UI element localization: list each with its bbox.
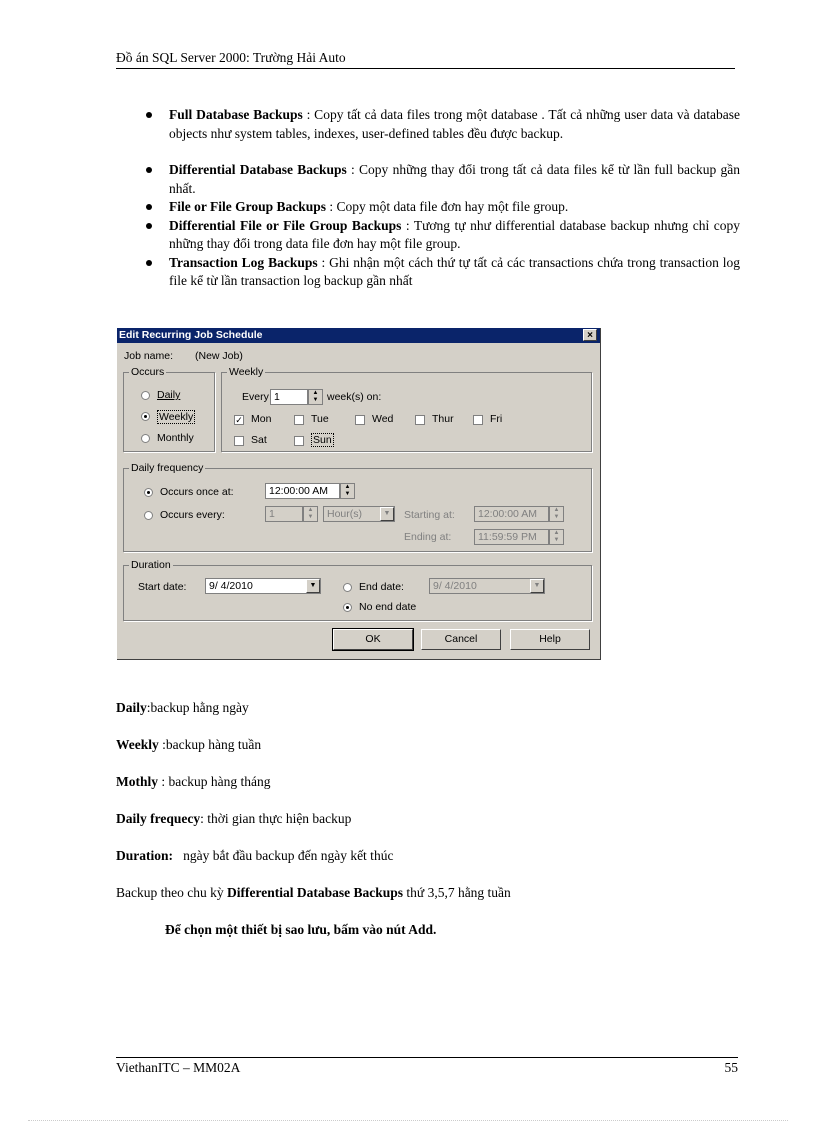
para-weekly [116,736,261,754]
cycle-before: Backup theo chu kỳ [116,885,227,900]
thur-label: Thur [432,413,454,425]
bullet-text: : Copy một data file đơn hay một file group. [326,199,569,214]
para-cycle [116,884,511,902]
daily-radio[interactable] [141,391,150,400]
ending-at-spinner[interactable]: ▲ ▼ [549,529,564,545]
ending-at-label: Ending at: [404,531,452,543]
interval-unit-select[interactable]: Hour(s) [323,506,395,522]
para-term: Daily frequecy [116,811,201,826]
weekly-label[interactable]: Weekly [159,411,194,423]
bullet-term: Differential Database Backups [169,162,347,177]
para-term: Mothly [116,774,158,789]
wed-checkbox[interactable] [355,415,365,425]
help-button[interactable]: Help [510,629,590,650]
end-date-label[interactable]: End date: [359,581,404,593]
fri-label: Fri [490,413,503,425]
fri-checkbox[interactable] [473,415,483,425]
sun-label: Sun [313,434,332,446]
list-item [146,217,740,254]
starting-at-label: Starting at: [404,509,455,521]
para-monthly [116,773,270,791]
every-weeks-input[interactable]: 1 [270,389,308,405]
every-label: Every [242,391,269,403]
occurs-every-input[interactable]: 1 [265,506,303,522]
para-term: Duration: [116,848,173,863]
bottom-divider [28,1120,788,1121]
chevron-down-icon[interactable]: ▼ [380,507,394,521]
occurs-once-label[interactable]: Occurs once at: [160,486,234,498]
para-duration [116,847,393,865]
monthly-radio[interactable] [141,434,150,443]
tue-checkbox[interactable] [294,415,304,425]
para-text: :backup hằng ngày [146,700,249,715]
bullet-term: File or File Group Backups [169,199,327,214]
para-text: ngày bắt đầu backup đến ngày kết thúc [173,848,394,863]
thur-checkbox[interactable] [415,415,425,425]
backup-types-list [146,106,740,291]
occurs-once-radio[interactable] [144,488,153,497]
para-text: :backup hàng tuần [158,737,262,752]
wed-label: Wed [372,413,394,425]
ending-at-time[interactable]: 11:59:59 PM [474,529,549,545]
starting-at-spinner[interactable]: ▲ ▼ [549,506,564,522]
job-name-label: Job name: [124,350,174,362]
page-header [116,49,735,69]
occurs-every-spinner[interactable]: ▲ ▼ [303,506,318,522]
weeks-on-label: week(s) on: [327,391,382,403]
chevron-down-icon[interactable]: ▼ [306,579,320,593]
sat-label: Sat [251,434,267,446]
bullet-term: Full Database Backups [169,107,303,122]
dialog-titlebar [117,328,600,343]
cancel-button[interactable]: Cancel [421,629,501,650]
add-device-note: Để chọn một thiết bị sao lưu, bấm vào nút Add. [165,922,437,937]
occurs-label: Occurs [131,366,165,378]
header-title: Đồ án SQL Server 2000: Trường Hải Auto [116,50,346,65]
daily-label[interactable]: Daily [157,389,181,401]
duration-label: Duration [131,559,171,571]
mon-checkbox[interactable]: ✓ [235,415,243,425]
para-text: : thời gian thực hiện backup [200,811,352,826]
para-text: : backup hàng tháng [158,774,271,789]
list-item [146,198,740,217]
weekly-group [221,366,592,452]
start-date-label: Start date: [138,581,187,593]
sun-checkbox[interactable] [294,436,304,446]
close-button[interactable]: × [583,329,597,341]
cycle-term: Differential Database Backups [226,885,403,900]
cycle-after: thứ 3,5,7 hằng tuần [403,885,511,900]
footer-left: ViethanITC – MM02A [116,1060,241,1075]
occurs-once-spinner[interactable]: ▲ ▼ [340,483,355,499]
list-item [146,161,740,198]
sat-checkbox[interactable] [234,436,244,446]
job-name-value: (New Job) [195,350,243,362]
occurs-every-label[interactable]: Occurs every: [160,509,225,521]
starting-at-time[interactable]: 12:00:00 AM [474,506,549,522]
bullet-text: : Copy những thay đổi trong tất cả data files kể từ lần full backup gần nhất. [169,162,740,196]
tue-label: Tue [311,413,329,425]
list-item [146,106,740,143]
para-daily-frequency [116,810,351,828]
mon-label: Mon [251,413,272,425]
weekly-group-label: Weekly [229,366,264,378]
end-date-input[interactable]: 9/ 4/2010 [429,578,545,594]
job-schedule-dialog [117,328,601,660]
list-item [146,254,740,291]
para-daily [116,699,249,717]
bullet-term: Differential File or File Group Backups [169,217,402,233]
occurs-once-time[interactable]: 12:00:00 AM [265,483,340,499]
para-term: Daily [116,700,147,715]
no-end-date-label[interactable]: No end date [359,601,417,613]
chevron-down-icon[interactable]: ▼ [530,579,544,593]
start-date-input[interactable]: 9/ 4/2010 [205,578,321,594]
para-term: Weekly [116,737,159,752]
dialog-title: Edit Recurring Job Schedule [119,329,263,341]
page-number: 55 [724,1060,738,1075]
daily-frequency-label: Daily frequency [131,462,204,474]
no-end-date-radio[interactable] [343,603,352,612]
bullet-text: : Copy tất cả data files trong một database . Tất cả những user data và database objects như system tables, indexes, user-defined tables đều được backup. [169,107,740,141]
weekly-radio[interactable] [141,412,150,421]
ok-button[interactable]: OK [333,629,413,650]
monthly-label[interactable]: Monthly [157,432,194,444]
bullet-text: : Ghi nhận một cách thứ tự tất cả các transactions chứa trong transaction log file kể từ lần transaction log backup gần nhất [169,254,740,288]
page-footer [116,1057,738,1077]
bullet-text: : Tương tự như differential database backup nhưng chỉ copy những thay đổi trong data file đơn hay một file group. [169,217,740,251]
every-weeks-spinner[interactable]: ▲ ▼ [308,389,323,405]
bullet-term: Transaction Log Backups [169,254,318,270]
occurs-every-radio[interactable] [144,511,153,520]
end-date-radio[interactable] [343,583,352,592]
